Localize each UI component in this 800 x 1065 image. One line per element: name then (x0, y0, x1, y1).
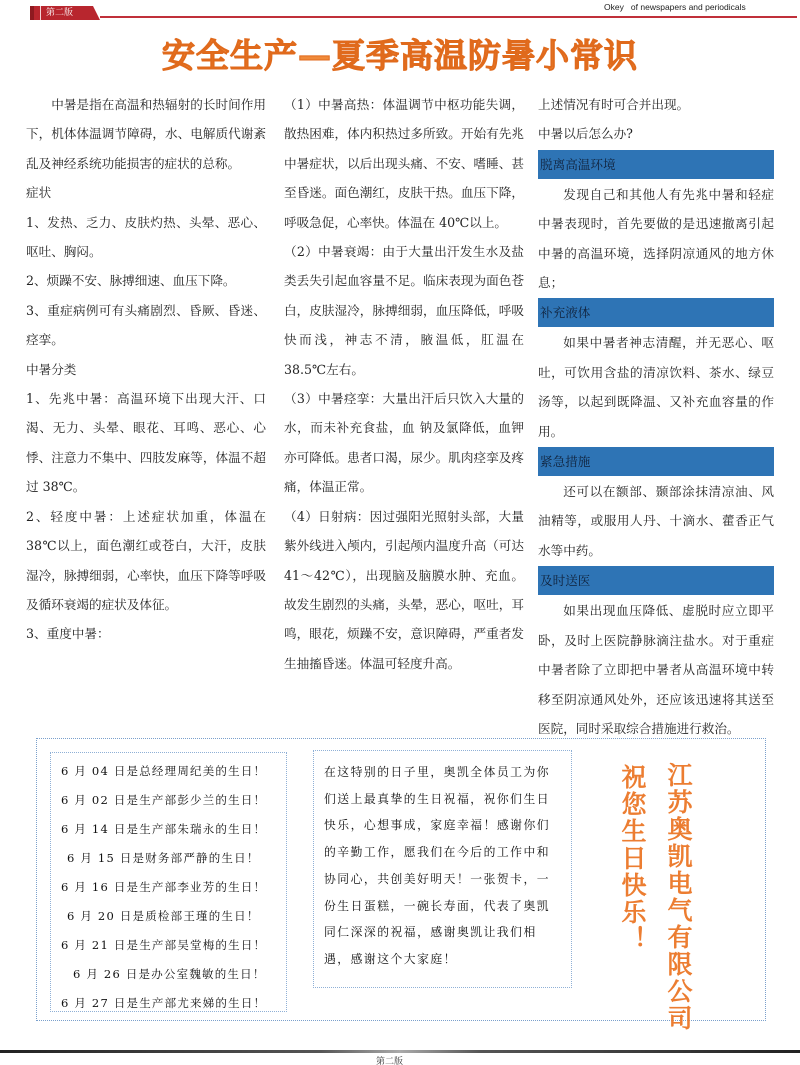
question-text: 中暑以后怎么办? (538, 126, 633, 142)
footer-rule (0, 1050, 800, 1053)
birthday-list-box (50, 752, 287, 1012)
birthday-message-box (313, 750, 572, 988)
birthday-item: 6 月 02 日是生产部彭少兰的生日！ (61, 793, 267, 807)
intro-paragraph: 中暑是指在高温和热辐射的长时间作用下，机体体温调节障碍，水、电解质代谢紊乱及神经系统功能损害的症状的总称。 (26, 97, 266, 171)
symptom-item: 2、烦躁不安、脉搏细速、血压下降。 (26, 273, 236, 289)
symptom-item: 3、重症病例可有头痛剧烈、昏厥、昏迷、痉挛。 (26, 302, 266, 348)
heatstroke-type-paragraph: （2）中暑衰竭：由于大量出汗发生水及盐类丢失引起血容量不足。临床表现为面色苍白，皮肤湿冷，脉搏细弱，血压降低，呼吸快而浅，神志不清，腋温低，肛温在 38.5℃左右。 (284, 244, 524, 377)
section-heading-fluids: 补充液体 (538, 298, 774, 327)
section-text: 还可以在额部、颞部涂抹清凉油、风油精等，或服用人丹、十滴水、藿香正气水等中药。 (538, 484, 774, 558)
birthday-item: 6 月 15 日是财务部严静的生日！ (67, 851, 260, 865)
section-text: 发现自己和其他人有先兆中暑和轻症中暑表现时，首先要做的是迅速撤离引起中暑的高温环境，选择阴凉通风的地方休息； (538, 186, 774, 291)
classification-item: 3、重度中暑： (26, 626, 110, 642)
company-name-vertical: 江苏奥凯电气有限公司 (664, 762, 693, 1032)
edition-tab-divider (40, 6, 41, 20)
article-column-1 (26, 90, 266, 649)
birthday-item: 6 月 14 日是生产部朱瑞永的生日！ (61, 822, 267, 836)
edition-tab-marker (30, 6, 34, 20)
heatstroke-type-paragraph: （3）中暑痉挛：大量出汗后只饮入大量的水，而未补充食盐，血 钠及氯降低，血钾亦可降低。患者口渴，尿少。肌肉痉挛及疼痛，体温正常。 (284, 391, 524, 495)
section-heading-emergency: 紧急措施 (538, 447, 774, 476)
birthday-message: 在这特别的日子里，奥凯全体员工为你们送上最真挚的生日祝福，祝你们生日快乐，心想事成，家庭幸福！感谢你们的辛勤工作，愿我们在今后的工作中和协同心，共创美好明天！一张贺卡，一份生日蛋糕，一碗长寿面，代表了奥凯同仁深深的祝福，感谢奥凯让我们相遇，感谢这个大家庭！ (324, 765, 551, 966)
section-text: 如果中暑者神志清醒，并无恶心、呕吐，可饮用含盐的清凉饮料、茶水、绿豆汤等，以起到既降温、又补充血容量的作用。 (538, 335, 774, 439)
article-column-3 (538, 90, 774, 743)
classification-heading: 中暑分类 (26, 361, 77, 377)
classification-item: 2、轻度中暑：上述症状加重，体温在 38℃以上，面色潮红或苍白，大汗，皮肤湿冷，脉搏细弱，心率快，血压下降等呼吸及循环衰竭的症状及体征。 (26, 508, 266, 612)
section-heading-leave-heat: 脱离高温环境 (538, 150, 774, 179)
section-text: 如果出现血压降低、虚脱时应立即平卧，及时上医院静脉滴注盐水。对于重症中暑者除了立即把中暑者从高温环境中转移至阴凉通风处外，还应该迅速将其送至医院，同时采取综合措施进行救治。 (538, 603, 774, 736)
classification-item: 1、先兆中暑：高温环境下出现大汗、口渴、无力、头晕、眼花、耳鸣、恶心、心悸、注意力不集中、四肢发麻等，体温不超过 38℃。 (26, 391, 266, 495)
birthday-item: 6 月 20 日是质检部王瑾的生日！ (67, 909, 260, 923)
section-heading-hospital: 及时送医 (538, 566, 774, 595)
birthday-item: 6 月 04 日是总经理周纪美的生日！ (61, 764, 267, 778)
article-column-2 (284, 90, 524, 678)
page-title: 安全生产—夏季高温防暑小常识 (162, 36, 638, 75)
heatstroke-type-paragraph: （4）日射病：因过强阳光照射头部，大量紫外线进入颅内，引起颅内温度升高（可达 41～42℃），出现脑及脑膜水肿、充血。故发生剧烈的头痛，头晕，恶心，呕吐，耳鸣，眼花，烦躁不安，意识障碍，严重者发生抽搐昏迷。体温可轻度升高。 (284, 508, 524, 671)
symptoms-heading: 症状 (26, 185, 52, 201)
birthday-item: 6 月 26 日是办公室魏敏的生日！ (73, 967, 266, 981)
birthday-wish-vertical: 祝您生日快乐！ (618, 764, 647, 953)
birthday-item: 6 月 21 日是生产部吴堂梅的生日！ (61, 938, 267, 952)
birthday-item: 6 月 16 日是生产部李业芳的生日！ (61, 880, 267, 894)
header-rule (100, 16, 797, 18)
edition-tab-label: 第二版 (46, 8, 74, 18)
lead-text: 上述情况有时可合并出现。 (538, 97, 690, 112)
heatstroke-type-paragraph: （1）中暑高热：体温调节中枢功能失调，散热困难，体内积热过多所致。开始有先兆中暑症状，以后出现头痛、不安、嗜睡、甚至昏迷。面色潮红，皮肤干热。血压下降，呼吸急促，心率快。体温在 40℃以上。 (284, 97, 524, 230)
header-tagline: Okey of newspapers and periodicals (604, 2, 746, 12)
footer-edition-label: 第二版 (376, 1057, 404, 1065)
symptom-item: 1、发热、乏力、皮肤灼热、头晕、恶心、呕吐、胸闷。 (26, 214, 266, 260)
birthday-item: 6 月 27 日是生产部尤来娣的生日！ (61, 996, 267, 1010)
